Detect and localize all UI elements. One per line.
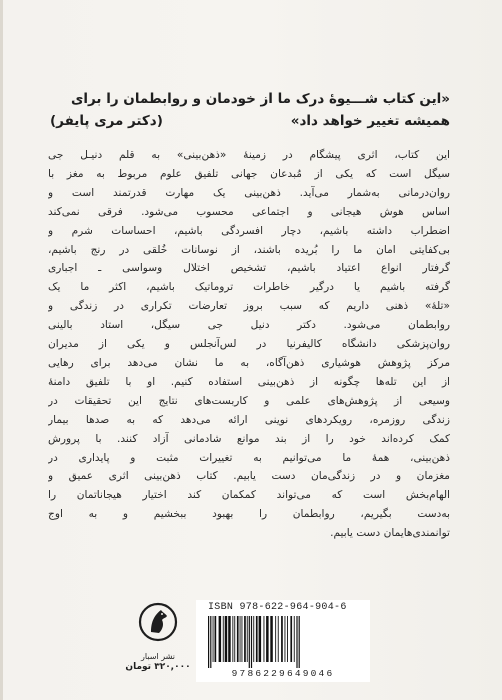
quote-line-2 — [50, 110, 450, 132]
blurb-line: از این تله‌ها چگونه از ذهن‌بینی استفاده کنیم. او با تلفیق دامنهٔ — [48, 375, 450, 388]
blurb-line: اضطراب داشته باشیم، دچار افسردگی باشیم، احساسات شرم و — [48, 224, 450, 237]
quote-line-1: «این کتاب شـــیوهٔ درک ما از خودمان و روابطمان را برای — [71, 91, 450, 107]
isbn-label: ISBN 978-622-964-904-6 — [208, 602, 347, 613]
blurb-line: بی‌کفایتی امان ما را بُریده باشند، از نوسانات خُلقی در رنج باشیم، — [48, 243, 450, 256]
blurb-line: روان‌درمانی به‌شمار می‌آید. ذهن‌بینی یک مهارت قدرتمند است و — [48, 186, 450, 199]
barcode-block — [196, 600, 370, 682]
blurb-line: گرفتار انواع اعتیاد باشیم، تشخیص اختلال وسواسی ـ اجباری — [48, 262, 450, 275]
blurb-line: روابطمان می‌شود. دکتر دنیل جی سیگل، استاد بالینی — [48, 319, 450, 332]
blurb-line: سیگل است که یکی از مُبدعان جهانی تلفیق علوم مربوط به مغز با — [48, 167, 450, 180]
blurb-line: توانمندی‌هایمان دست یابیم. — [330, 527, 450, 540]
blurb-line: این کتاب، اثری پیشگام در زمینهٔ «ذهن‌بینی» به قلم دنیـل جی — [48, 149, 450, 161]
blurb-line: الهام‌بخش است که می‌تواند کمکمان کند اختیار هیجاناتمان را — [48, 489, 450, 502]
blurb-text — [48, 146, 450, 543]
blurb-line: اساس هوش هیجانی و اجتماعی محسوب می‌شود. فرقی نمی‌کند — [48, 205, 450, 218]
blurb-line: زندگی روزمره، رویکردهای نوینی ارائه می‌دهد که به صدها بیمار — [48, 413, 450, 426]
blurb-line: به‌دست بگیریم، روابطمان را بهبود ببخشیم و به اوج — [48, 508, 450, 521]
quote-line-2-text: همیشه تغییر خواهد داد» — [290, 113, 450, 129]
blurb-line: ذهن‌بینی، همهٔ ما می‌توانیم به تغییرات مثبت و پایداری در — [48, 451, 450, 464]
barcode-number: 9786229649046 — [231, 668, 335, 679]
blurb-line: مرکز پژوهش هوشیاری ذهن‌آگاه، به ما نشان می‌دهد برای رهایی — [48, 356, 450, 369]
price-label: ۳۲۰,۰۰۰ تومان — [125, 662, 191, 672]
publisher-block — [125, 598, 191, 684]
horse-head-icon — [137, 598, 179, 650]
blurb-line: روان‌پزشکی دانشگاه کالیفرنیا در لس‌آنجلس و یکی از مدیران — [48, 338, 450, 351]
quote-attribution: (دکتر مری پایفر) — [50, 113, 163, 129]
blurb-line: وسیعی از پژوهش‌های علمی و کاربست‌های نتایج این تحقیقات در — [48, 394, 450, 407]
blurb-line: «تلهٔ» ذهنی داریم که سبب بروز تعارضات تکراری در زندگی و — [48, 300, 450, 313]
blurb-line: مغزمان و در زندگی‌مان دست یابیم. کتاب ذهن‌بینی اثری عمیق و — [48, 470, 450, 483]
spine-edge — [0, 0, 3, 700]
barcode-bars — [204, 616, 362, 668]
publisher-name: نشر اسبار — [141, 652, 175, 661]
blurb-line: گرفته باشیم یا درگیر خاطرات تروماتیک باشیم، اکثر ما یک — [48, 281, 450, 294]
cover-quote — [50, 88, 450, 132]
blurb-line: کمک کرده‌اند خود را از بند موانع شادمانی آزاد کنند. با پرورش — [48, 432, 450, 445]
